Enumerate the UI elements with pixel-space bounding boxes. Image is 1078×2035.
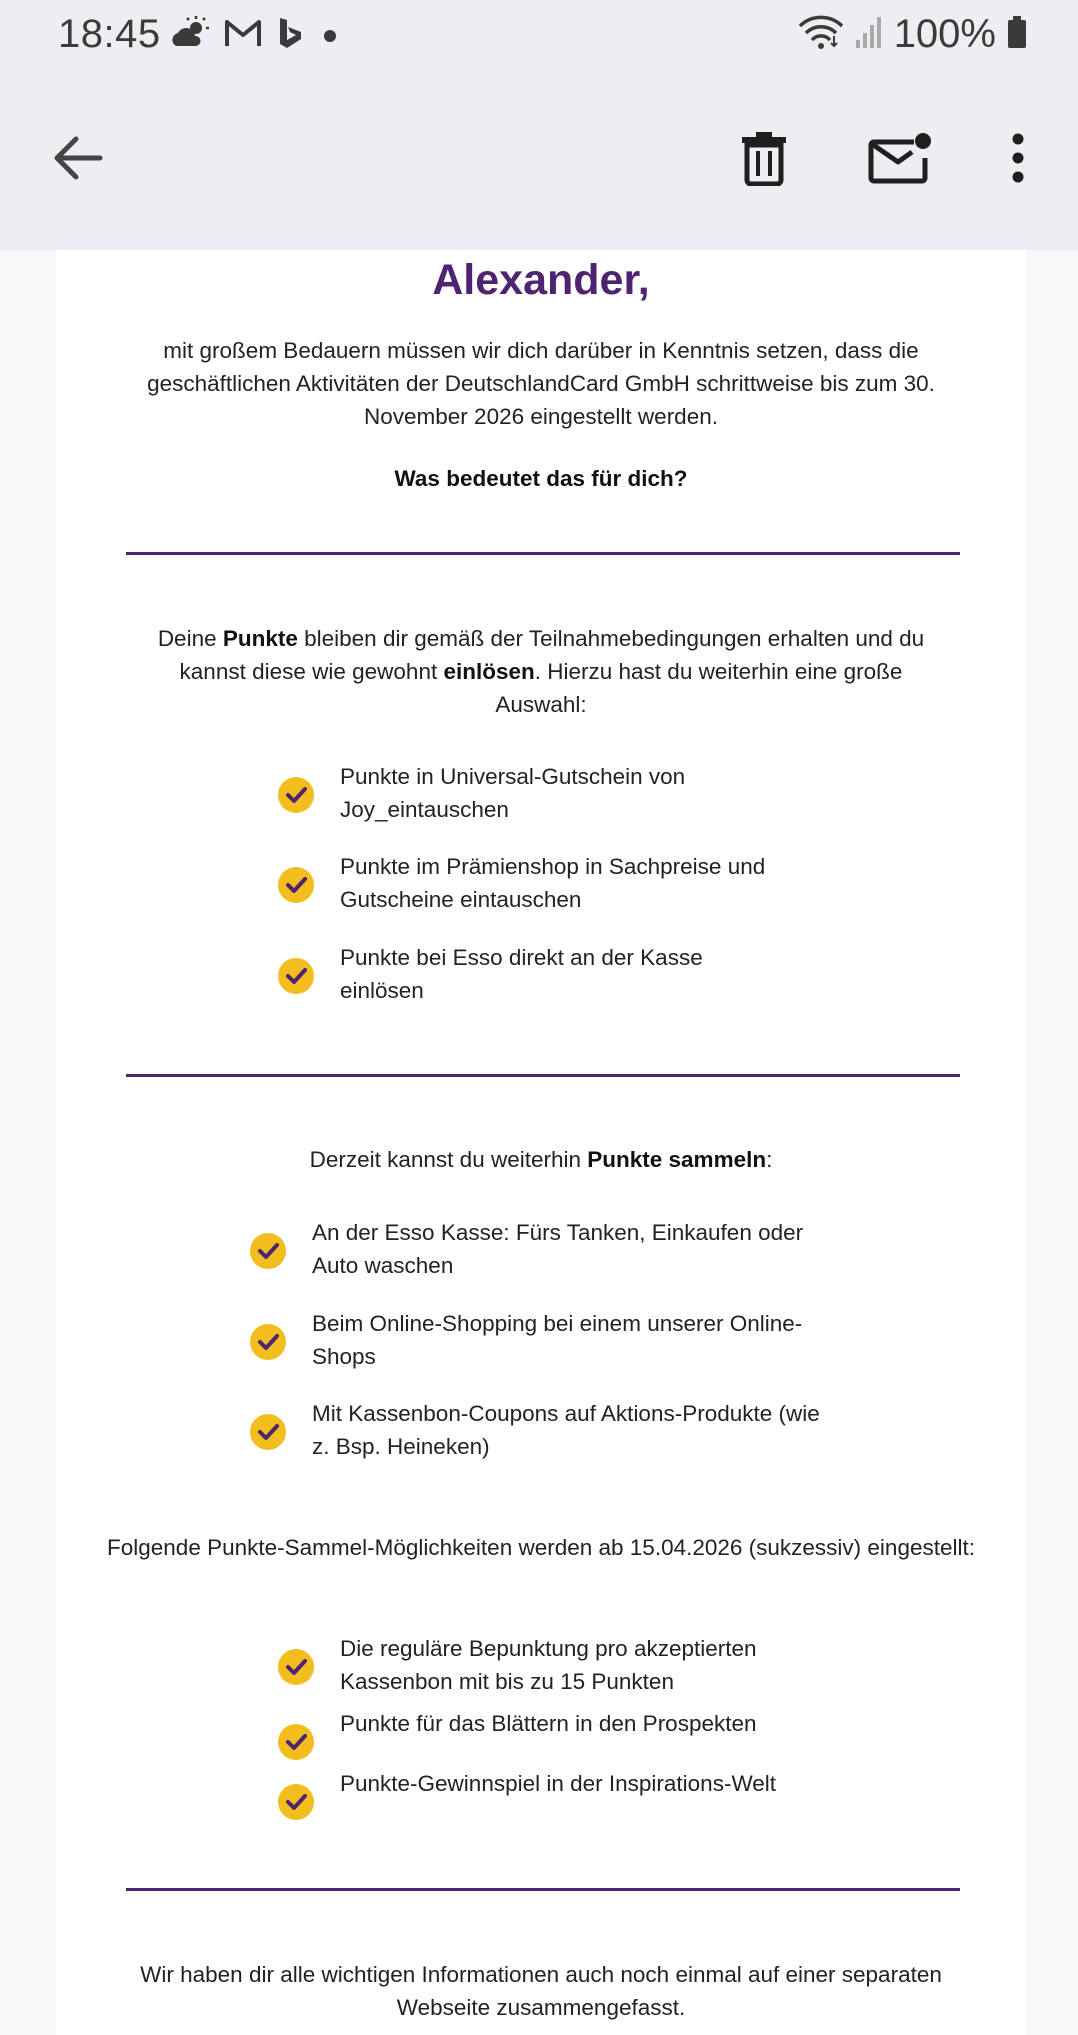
collect-text-1: Derzeit kannst du weiterhin [309, 1147, 588, 1172]
redeem-item-3: Punkte bei Esso direkt an der Kasse einlösen [340, 945, 703, 1003]
points-paragraph [136, 622, 946, 721]
points-bold-2: einlösen [443, 659, 535, 684]
collect-item-2: Beim Online-Shopping bei einem unserer Online-Shops [312, 1311, 803, 1369]
back-button[interactable] [42, 122, 114, 194]
delete-button[interactable] [728, 122, 800, 194]
intro-paragraph: mit großem Bedauern müssen wir dich darüber in Kenntnis setzen, dass die geschäftlichen Aktivitäten der DeutschlandCard GmbH schrittweise bis zum 30. November 2026 eingestellt werden. [147, 338, 935, 429]
check-icon [278, 1784, 314, 1820]
summary-paragraph: Wir haben dir alle wichtigen Informationen auch noch einmal auf einer separaten Webseite zusammengefasst. [140, 1962, 942, 2020]
signal-icon [854, 14, 884, 55]
check-icon [250, 1233, 286, 1269]
status-time: 18:45 [58, 12, 161, 56]
discontinued-item-2: Punkte für das Blättern in den Prospekten [340, 1711, 757, 1736]
discontinued-item-1: Die reguläre Bepunktung pro akzeptierten Kassenbon mit bis zu 15 Punkten [340, 1636, 757, 1694]
notification-dot-icon [318, 16, 342, 55]
mail-unread-icon [868, 132, 932, 184]
trash-icon [740, 130, 788, 186]
status-system-icons [798, 12, 1028, 57]
status-bar [0, 0, 1078, 72]
divider-2 [126, 1074, 960, 1077]
gmail-icon [224, 18, 262, 53]
battery-icon [1006, 14, 1028, 55]
check-icon [278, 1649, 314, 1685]
more-options-button[interactable] [990, 122, 1046, 194]
collect-item-3: Mit Kassenbon-Coupons auf Aktions-Produkte (wie z. Bsp. Heineken) [312, 1401, 820, 1459]
points-text-3: . Hierzu hast du weiterhin eine große Auswahl: [495, 659, 903, 717]
divider-1 [126, 552, 960, 555]
divider-3 [126, 1888, 960, 1891]
check-icon [278, 867, 314, 903]
check-icon [278, 1724, 314, 1760]
check-icon [250, 1414, 286, 1450]
check-icon [278, 777, 314, 813]
check-icon [250, 1324, 286, 1360]
discontinued-paragraph: Folgende Punkte-Sammel-Möglichkeiten werden ab 15.04.2026 (sukzessiv) eingestellt: [107, 1535, 975, 1560]
more-vertical-icon [1010, 133, 1026, 183]
collect-text-2: : [766, 1147, 773, 1172]
weather-cloud-sun-icon [170, 16, 210, 55]
discontinued-item-3: Punkte-Gewinnspiel in der Inspirations-Welt [340, 1771, 777, 1796]
battery-percentage: 100% [893, 12, 996, 56]
collect-bold-1: Punkte sammeln [587, 1147, 767, 1172]
email-body-area[interactable] [0, 250, 1078, 2035]
points-text-2: bleiben dir gemäß der Teilnahmebedingungen erhalten und du kannst diese wie gewohnt [179, 626, 925, 684]
email-greeting: Alexander, [432, 256, 650, 304]
email-content-card [56, 250, 1026, 2035]
question-heading: Was bedeutet das für dich? [394, 466, 688, 491]
check-icon [278, 958, 314, 994]
bing-icon [276, 16, 304, 55]
redeem-item-1: Punkte in Universal-Gutschein von Joy_eintauschen [340, 764, 686, 822]
wifi-icon [798, 14, 844, 55]
status-notification-icons [170, 16, 342, 55]
points-bold-1: Punkte [222, 626, 298, 651]
points-text-1: Deine [157, 626, 223, 651]
arrow-left-icon [52, 134, 104, 182]
email-toolbar [0, 72, 1078, 250]
collect-paragraph [106, 1143, 976, 1176]
redeem-item-2: Punkte im Prämienshop in Sachpreise und Gutscheine eintauschen [340, 854, 766, 912]
mark-unread-button[interactable] [862, 122, 938, 194]
collect-item-1: An der Esso Kasse: Fürs Tanken, Einkaufen oder Auto waschen [312, 1220, 804, 1278]
